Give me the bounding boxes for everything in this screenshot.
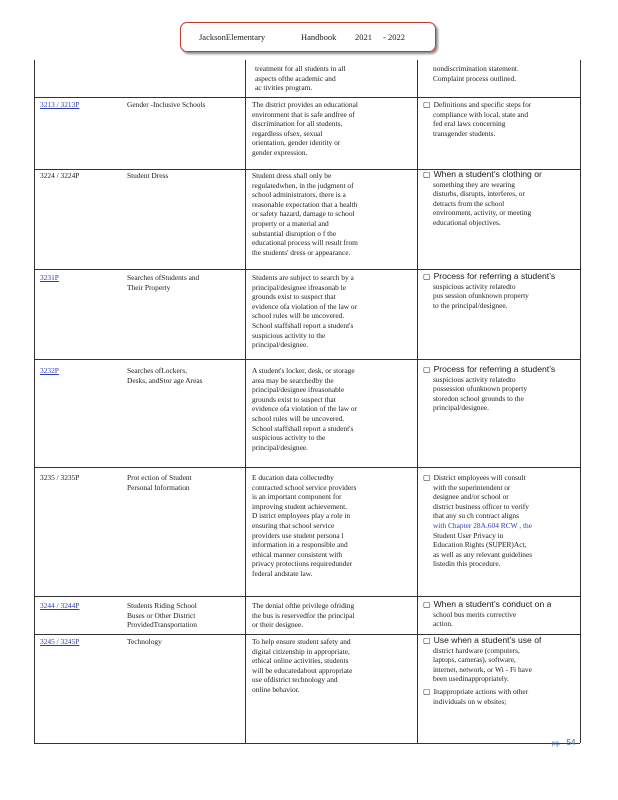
text-line: Desks, andStor age Areas xyxy=(127,375,203,385)
requirement-heading: Process for referring a student’s xyxy=(433,272,556,281)
policy-title xyxy=(127,473,192,492)
policy-requirement xyxy=(423,473,532,569)
code-text[interactable]: 3244 / 3244P xyxy=(40,601,80,610)
text-line: principal/designee. xyxy=(433,403,490,413)
page-prefix: pg. xyxy=(552,741,561,747)
text-line: designee and/or school or xyxy=(433,492,509,502)
text-line: grounds exist to suspect that xyxy=(252,394,336,404)
text-line: school administrators, there is a xyxy=(252,190,346,200)
text-line: laptops, cameras), software, xyxy=(433,655,516,665)
text-line: the students' dress or appearance. xyxy=(252,247,351,257)
text-line: ac tivities program. xyxy=(255,83,313,93)
text-line: providers use student persona l xyxy=(252,530,344,540)
document-name: Handbook xyxy=(301,32,337,42)
text-line: Inappropriate actions with other xyxy=(433,686,529,696)
requirement-heading: When a student’s conduct on a xyxy=(433,600,552,609)
text-line: Technology xyxy=(127,637,162,646)
text-line: with the superintendent or xyxy=(433,482,511,492)
text-line: D istrict employees play a role in xyxy=(252,511,351,521)
text-line: information in a responsible and xyxy=(252,540,348,550)
table-row-continuation-req xyxy=(433,64,588,83)
text-line: individuals on w ebsites; xyxy=(433,696,507,706)
policy-code xyxy=(40,473,79,483)
policy-requirement xyxy=(423,365,555,413)
policy-code-link[interactable] xyxy=(40,100,79,110)
policy-title xyxy=(127,171,168,181)
text-line: School staffshall report a student's xyxy=(252,423,354,433)
page-number-value: 54 xyxy=(566,738,576,747)
year-start: 2021 xyxy=(355,32,372,42)
policy-requirement xyxy=(423,636,541,706)
text-line: discrimination for all students, xyxy=(252,119,343,129)
code-text[interactable]: 3232P xyxy=(40,366,59,375)
text-line: E ducation data collectedby xyxy=(252,473,334,482)
text-line: environment, activity, or meeting xyxy=(433,208,532,218)
handbook-header xyxy=(180,22,436,52)
text-line: reasonable expectation that a health xyxy=(252,199,358,209)
code-text[interactable]: 3213 / 3213P xyxy=(40,100,80,109)
text-line: Student User Privacy in xyxy=(433,530,504,540)
text-line: district hardware (computers, xyxy=(433,645,520,655)
policy-title xyxy=(127,601,197,630)
text-line: school rules will be uncovered. xyxy=(252,311,345,321)
text-line: possession ofunknown property xyxy=(433,384,528,394)
text-line: A student's locker, desk, or storage xyxy=(252,366,355,375)
text-line: detracts from the school xyxy=(433,198,505,208)
text-line: suspicious activity relatedto xyxy=(433,281,516,291)
policy-description xyxy=(252,473,356,579)
text-line: or safety hazard, damage to school xyxy=(252,209,355,219)
text-line: as well as any relevant guidelines xyxy=(433,549,533,559)
school-name: JacksonElementary xyxy=(199,32,266,42)
text-line: gender expression. xyxy=(252,147,308,157)
text-line: Student Dress xyxy=(127,171,169,180)
text-line: or their designee. xyxy=(252,620,304,630)
text-line: use ofdistrict technology and xyxy=(252,675,338,685)
checkbox-bullet-icon: ▢ xyxy=(423,272,431,281)
text-line: Definitions and specific steps for xyxy=(433,100,532,109)
requirement-heading: Use when a student’s use of xyxy=(433,636,542,645)
year-end: - 2022 xyxy=(383,32,405,42)
text-line: Searches ofLockers, xyxy=(127,366,187,375)
policy-code-link[interactable] xyxy=(40,366,59,376)
text-line: suspicious activity to the xyxy=(252,330,326,340)
text-line: nondiscrimination statement. xyxy=(433,64,519,73)
code-text: 3224 / 3224P xyxy=(40,171,80,180)
text-line: improving student achievement. xyxy=(252,501,348,511)
text-line: substantial disruption o f the xyxy=(252,228,337,238)
text-line: School staffshall report a student's xyxy=(252,320,354,330)
checkbox-bullet-icon: ▢ xyxy=(423,473,431,482)
policy-description xyxy=(252,171,358,257)
code-text[interactable]: 3231P xyxy=(40,273,59,282)
policy-code-link[interactable] xyxy=(40,601,79,611)
text-line: regardless ofsex, sexual xyxy=(252,128,323,138)
policy-code-link[interactable] xyxy=(40,273,59,283)
text-line: educational process will result from xyxy=(252,238,358,248)
policy-title xyxy=(127,637,162,647)
text-line: Students Riding School xyxy=(127,601,197,610)
policy-title xyxy=(127,273,199,292)
policy-description xyxy=(252,601,354,630)
text-line: Personal Information xyxy=(127,482,190,492)
page-number xyxy=(552,738,575,747)
policy-requirement xyxy=(423,100,531,138)
text-line: privacy protections requiredunder xyxy=(252,559,353,569)
text-line: evidence ofa violation of the law or xyxy=(252,404,358,414)
text-line: District employees will consult xyxy=(433,473,526,482)
policy-description xyxy=(252,366,357,452)
text-line: school rules will be uncovered. xyxy=(252,413,345,423)
policy-code xyxy=(40,171,79,181)
text-line: principal/designee ifreasonable xyxy=(252,385,345,395)
policy-requirement xyxy=(423,272,555,310)
text-line: environment that is safe andfree of xyxy=(252,109,355,119)
text-line: ProvidedTransportation xyxy=(127,620,197,630)
text-line: will be educatedabout appropriate xyxy=(252,665,353,675)
text-line: been usedinappropriately. xyxy=(433,674,509,684)
text-line: pos session ofunknown property xyxy=(433,291,529,301)
text-line: aspects ofthe academic and xyxy=(255,73,336,83)
policy-title xyxy=(127,100,205,110)
code-text[interactable]: 3245 / 3245P xyxy=(40,637,80,646)
text-line: Student dress shall only be xyxy=(252,171,332,180)
text-line: principal/designee. xyxy=(252,442,309,452)
text-line: ethical online activities, students xyxy=(252,656,349,666)
text-line: evidence ofa violation of the law or xyxy=(252,301,358,311)
text-line: Buses or Other District xyxy=(127,610,196,620)
policy-description xyxy=(252,637,352,695)
text-line: regulatedwhen, in the judgment of xyxy=(252,180,354,190)
text-line: to the principal/designee. xyxy=(433,300,508,310)
text-line: online behavior. xyxy=(252,684,300,694)
text-line: Their Property xyxy=(127,282,171,292)
checkbox-bullet-icon: ▢ xyxy=(423,636,431,645)
text-line: treatment for all students in all xyxy=(255,64,346,73)
text-line: federal andstate law. xyxy=(252,568,313,578)
text-line: that any su ch contract aligns xyxy=(433,511,519,521)
policy-requirement xyxy=(423,170,542,228)
text-line: area may be searchedby the xyxy=(252,375,334,385)
text-line: transgender students. xyxy=(433,128,496,138)
policy-title xyxy=(127,366,203,385)
policy-description xyxy=(252,273,357,350)
policy-requirement xyxy=(423,600,551,629)
checkbox-bullet-icon: ▢ xyxy=(423,600,431,609)
table-row-continuation-desc xyxy=(255,64,410,93)
text-line: principal/designee. xyxy=(252,340,309,350)
text-line: Students are subject to search by a xyxy=(252,273,354,282)
text-line: compliance with local, state and xyxy=(433,109,529,119)
text-line: listedin this procedure. xyxy=(433,559,501,569)
checkbox-bullet-icon: ▢ xyxy=(423,686,431,696)
policy-code-link[interactable] xyxy=(40,637,79,647)
text-line: principal/designee ifreasonab le xyxy=(252,282,346,292)
checkbox-bullet-icon: ▢ xyxy=(423,100,431,109)
checkbox-bullet-icon: ▢ xyxy=(423,170,431,179)
text-line: To help ensure student safety and xyxy=(252,637,351,646)
text-line: contracted school service providers xyxy=(252,482,357,492)
text-line: storedon school grounds to the xyxy=(433,393,524,403)
text-line: grounds exist to suspect that xyxy=(252,292,336,302)
text-line: ethical manner consistent with xyxy=(252,549,343,559)
text-line: something they are wearing xyxy=(433,179,515,189)
text-line: Searches ofStudents and xyxy=(127,273,200,282)
text-line: digital citizenship in appropriate, xyxy=(252,646,350,656)
text-line: educational objectives. xyxy=(433,217,501,227)
text-line: internet, network, or Wi - Fi have xyxy=(433,664,532,674)
text-line: ensuring that school service xyxy=(252,520,335,530)
text-line: disturbs, disrupts, interferes, or xyxy=(433,189,525,199)
text-line: Education Rights (SUPER)Act, xyxy=(433,540,527,550)
text-line: district business officer to verify xyxy=(433,501,529,511)
text-line: is an important component for xyxy=(252,492,342,502)
text-line: fed eral laws concerning xyxy=(433,119,506,129)
requirement-heading: When a student’s clothing or xyxy=(433,170,542,179)
checkbox-bullet-icon: ▢ xyxy=(423,365,431,374)
text-line: The district provides an educational xyxy=(252,100,358,109)
code-text: 3235 / 3235P xyxy=(40,473,80,482)
text-line: the bus is reservedfor the principal xyxy=(252,610,355,620)
requirement-heading: Process for referring a student’s xyxy=(433,365,556,374)
text-line: orientation, gender identity or xyxy=(252,138,341,148)
text-line: Complaint process outlined. xyxy=(433,73,517,83)
policy-description xyxy=(252,100,358,158)
text-line: action. xyxy=(433,619,453,629)
text-line: The denial ofthe privilege ofriding xyxy=(252,601,355,610)
rcw-link[interactable]: with Chapter 28A.604 RCW , the xyxy=(433,520,533,530)
text-line: school bus merits corrective xyxy=(433,609,517,619)
text-line: property or a material and xyxy=(252,218,329,228)
text-line: Gender -Inclusive Schools xyxy=(127,100,206,109)
text-line: suspicious activity to the xyxy=(252,433,326,443)
text-line: suspicious activity relatedto xyxy=(433,374,516,384)
text-line: Prot ection of Student xyxy=(127,473,192,482)
